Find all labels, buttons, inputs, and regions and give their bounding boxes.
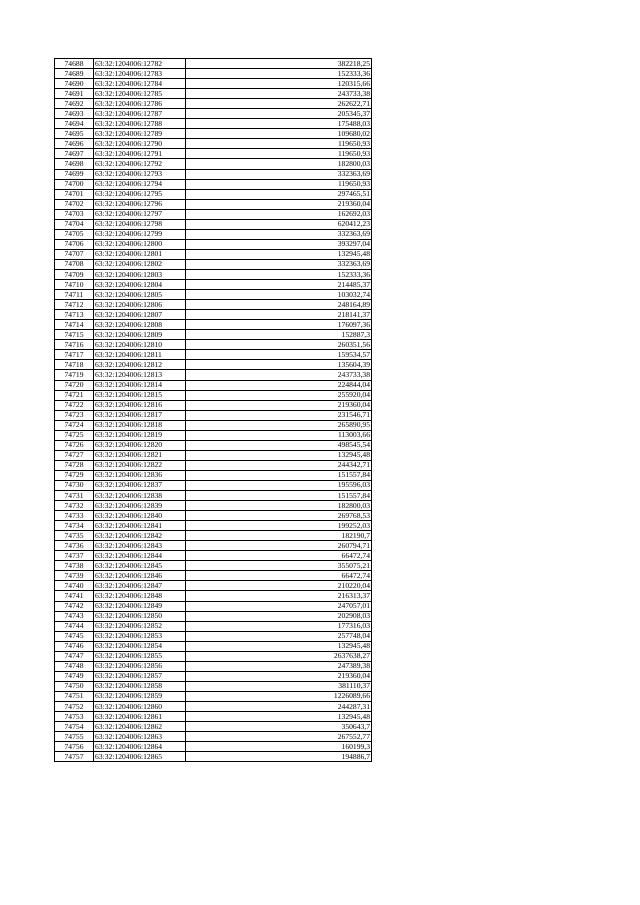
table-row (55, 400, 372, 410)
table-row (55, 360, 372, 370)
table-row (55, 370, 372, 380)
cadastre-cell: 63:32:1204006:12813 (94, 370, 186, 380)
table-row (55, 269, 372, 279)
value-cell: 103032,74 (186, 290, 372, 300)
cadastre-cell: 63:32:1204006:12806 (94, 300, 186, 310)
cadastre-cell: 63:32:1204006:12817 (94, 410, 186, 420)
cadastre-cell: 63:32:1204006:12794 (94, 179, 186, 189)
value-cell: 151557,84 (186, 491, 372, 501)
id-cell: 74745 (55, 631, 94, 641)
value-cell: 66472,74 (186, 571, 372, 581)
id-cell: 74717 (55, 350, 94, 360)
id-cell: 74735 (55, 531, 94, 541)
value-cell: 218141,37 (186, 310, 372, 320)
cadastre-cell: 63:32:1204006:12803 (94, 269, 186, 279)
id-cell: 74749 (55, 671, 94, 681)
cadastre-cell: 63:32:1204006:12807 (94, 310, 186, 320)
cadastre-cell: 63:32:1204006:12796 (94, 199, 186, 209)
cadastre-cell: 63:32:1204006:12846 (94, 571, 186, 581)
table-row (55, 460, 372, 470)
table-row (55, 722, 372, 732)
id-cell: 74748 (55, 661, 94, 671)
table-row (55, 209, 372, 219)
value-cell: 113003,66 (186, 430, 372, 440)
id-cell: 74700 (55, 179, 94, 189)
value-cell: 2637638,27 (186, 651, 372, 661)
table-row (55, 541, 372, 551)
cadastre-cell: 63:32:1204006:12812 (94, 360, 186, 370)
id-cell: 74723 (55, 410, 94, 420)
table-row (55, 129, 372, 139)
value-cell: 243733,38 (186, 370, 372, 380)
value-cell: 332363,69 (186, 259, 372, 269)
table-row (55, 390, 372, 400)
value-cell: 255920,04 (186, 390, 372, 400)
cadastre-cell: 63:32:1204006:12811 (94, 350, 186, 360)
id-cell: 74750 (55, 681, 94, 691)
table-row (55, 330, 372, 340)
value-cell: 219360,04 (186, 199, 372, 209)
id-cell: 74721 (55, 390, 94, 400)
table-row (55, 89, 372, 99)
value-cell: 205345,37 (186, 109, 372, 119)
value-cell: 160199,3 (186, 742, 372, 752)
cadastre-cell: 63:32:1204006:12853 (94, 631, 186, 641)
cadastre-cell: 63:32:1204006:12855 (94, 651, 186, 661)
table-row (55, 229, 372, 239)
cadastre-cell: 63:32:1204006:12815 (94, 390, 186, 400)
value-cell: 260351,56 (186, 340, 372, 350)
id-cell: 74690 (55, 79, 94, 89)
table-row (55, 561, 372, 571)
value-cell: 182190,7 (186, 531, 372, 541)
value-cell: 243733,38 (186, 89, 372, 99)
id-cell: 74713 (55, 310, 94, 320)
id-cell: 74738 (55, 561, 94, 571)
id-cell: 74715 (55, 330, 94, 340)
value-cell: 119650,93 (186, 139, 372, 149)
value-cell: 248164,89 (186, 300, 372, 310)
value-cell: 151557,84 (186, 470, 372, 480)
cadastre-cell: 63:32:1204006:12836 (94, 470, 186, 480)
id-cell: 74706 (55, 239, 94, 249)
value-cell: 214485,37 (186, 280, 372, 290)
value-cell: 498545,54 (186, 440, 372, 450)
table-row (55, 300, 372, 310)
id-cell: 74719 (55, 370, 94, 380)
value-cell: 194886,7 (186, 752, 372, 762)
value-cell: 66472,74 (186, 551, 372, 561)
value-cell: 382218,25 (186, 59, 372, 69)
id-cell: 74727 (55, 450, 94, 460)
cadastre-cell: 63:32:1204006:12790 (94, 139, 186, 149)
data-table (54, 58, 372, 762)
value-cell: 119650,93 (186, 149, 372, 159)
value-cell: 620412,23 (186, 219, 372, 229)
id-cell: 74711 (55, 290, 94, 300)
cadastre-cell: 63:32:1204006:12860 (94, 702, 186, 712)
id-cell: 74702 (55, 199, 94, 209)
cadastre-cell: 63:32:1204006:12800 (94, 239, 186, 249)
table-row (55, 601, 372, 611)
table-row (55, 631, 372, 641)
value-cell: 120315,66 (186, 79, 372, 89)
cadastre-cell: 63:32:1204006:12841 (94, 521, 186, 531)
table-row (55, 350, 372, 360)
id-cell: 74742 (55, 601, 94, 611)
id-cell: 74743 (55, 611, 94, 621)
table-row (55, 139, 372, 149)
id-cell: 74724 (55, 420, 94, 430)
value-cell: 132945,48 (186, 641, 372, 651)
cadastre-cell: 63:32:1204006:12789 (94, 129, 186, 139)
value-cell: 260794,71 (186, 541, 372, 551)
id-cell: 74698 (55, 159, 94, 169)
cadastre-cell: 63:32:1204006:12793 (94, 169, 186, 179)
value-cell: 244342,71 (186, 460, 372, 470)
table-row (55, 732, 372, 742)
id-cell: 74731 (55, 491, 94, 501)
table-row (55, 149, 372, 159)
id-cell: 74752 (55, 702, 94, 712)
id-cell: 74710 (55, 280, 94, 290)
cadastre-cell: 63:32:1204006:12864 (94, 742, 186, 752)
id-cell: 74697 (55, 149, 94, 159)
table-row (55, 450, 372, 460)
table-row (55, 440, 372, 450)
value-cell: 332363,69 (186, 169, 372, 179)
table-row (55, 430, 372, 440)
table-row (55, 79, 372, 89)
cadastre-cell: 63:32:1204006:12787 (94, 109, 186, 119)
cadastre-cell: 63:32:1204006:12842 (94, 531, 186, 541)
table-row (55, 249, 372, 259)
value-cell: 332363,69 (186, 229, 372, 239)
cadastre-cell: 63:32:1204006:12854 (94, 641, 186, 651)
id-cell: 74689 (55, 69, 94, 79)
id-cell: 74726 (55, 440, 94, 450)
cadastre-cell: 63:32:1204006:12791 (94, 149, 186, 159)
cadastre-cell: 63:32:1204006:12847 (94, 581, 186, 591)
value-cell: 231546,71 (186, 410, 372, 420)
value-cell: 152333,36 (186, 69, 372, 79)
cadastre-cell: 63:32:1204006:12861 (94, 712, 186, 722)
cadastre-cell: 63:32:1204006:12840 (94, 511, 186, 521)
id-cell: 74729 (55, 470, 94, 480)
value-cell: 152333,36 (186, 269, 372, 279)
cadastre-cell: 63:32:1204006:12801 (94, 249, 186, 259)
table-row (55, 511, 372, 521)
value-cell: 132945,48 (186, 712, 372, 722)
cadastre-cell: 63:32:1204006:12850 (94, 611, 186, 621)
id-cell: 74732 (55, 501, 94, 511)
cadastre-cell: 63:32:1204006:12821 (94, 450, 186, 460)
id-cell: 74703 (55, 209, 94, 219)
cadastre-cell: 63:32:1204006:12804 (94, 280, 186, 290)
cadastre-cell: 63:32:1204006:12818 (94, 420, 186, 430)
id-cell: 74728 (55, 460, 94, 470)
cadastre-cell: 63:32:1204006:12795 (94, 189, 186, 199)
table-row (55, 119, 372, 129)
id-cell: 74737 (55, 551, 94, 561)
cadastre-cell: 63:32:1204006:12856 (94, 661, 186, 671)
table-row (55, 380, 372, 390)
table-row (55, 340, 372, 350)
table-row (55, 199, 372, 209)
value-cell: 195596,03 (186, 480, 372, 490)
cadastre-cell: 63:32:1204006:12816 (94, 400, 186, 410)
id-cell: 74694 (55, 119, 94, 129)
id-cell: 74692 (55, 99, 94, 109)
id-cell: 74747 (55, 651, 94, 661)
cadastre-cell: 63:32:1204006:12862 (94, 722, 186, 732)
value-cell: 393297,04 (186, 239, 372, 249)
cadastre-cell: 63:32:1204006:12784 (94, 79, 186, 89)
cadastre-cell: 63:32:1204006:12785 (94, 89, 186, 99)
value-cell: 199252,03 (186, 521, 372, 531)
table-row (55, 310, 372, 320)
cadastre-cell: 63:32:1204006:12788 (94, 119, 186, 129)
cadastre-cell: 63:32:1204006:12848 (94, 591, 186, 601)
cadastre-cell: 63:32:1204006:12865 (94, 752, 186, 762)
table-row (55, 320, 372, 330)
cadastre-cell: 63:32:1204006:12783 (94, 69, 186, 79)
cadastre-cell: 63:32:1204006:12797 (94, 209, 186, 219)
table-row (55, 219, 372, 229)
cadastre-cell: 63:32:1204006:12863 (94, 732, 186, 742)
id-cell: 74740 (55, 581, 94, 591)
id-cell: 74751 (55, 691, 94, 701)
cadastre-cell: 63:32:1204006:12858 (94, 681, 186, 691)
id-cell: 74725 (55, 430, 94, 440)
cadastre-cell: 63:32:1204006:12808 (94, 320, 186, 330)
id-cell: 74733 (55, 511, 94, 521)
value-cell: 350643,7 (186, 722, 372, 732)
table-row (55, 651, 372, 661)
table-row (55, 581, 372, 591)
value-cell: 355075,21 (186, 561, 372, 571)
table-row (55, 521, 372, 531)
table-row (55, 259, 372, 269)
table-row (55, 531, 372, 541)
cadastre-cell: 63:32:1204006:12809 (94, 330, 186, 340)
id-cell: 74691 (55, 89, 94, 99)
table-row (55, 159, 372, 169)
id-cell: 74709 (55, 269, 94, 279)
value-cell: 269768,53 (186, 511, 372, 521)
table-row (55, 69, 372, 79)
id-cell: 74720 (55, 380, 94, 390)
value-cell: 182800,03 (186, 159, 372, 169)
table-row (55, 641, 372, 651)
cadastre-cell: 63:32:1204006:12852 (94, 621, 186, 631)
table-row (55, 169, 372, 179)
id-cell: 74699 (55, 169, 94, 179)
table-row (55, 742, 372, 752)
id-cell: 74701 (55, 189, 94, 199)
table-body (55, 59, 372, 762)
table-row (55, 109, 372, 119)
value-cell: 177316,03 (186, 621, 372, 631)
cadastre-cell: 63:32:1204006:12782 (94, 59, 186, 69)
table-row (55, 661, 372, 671)
value-cell: 132945,48 (186, 450, 372, 460)
id-cell: 74739 (55, 571, 94, 581)
table-row (55, 691, 372, 701)
table-row (55, 702, 372, 712)
table-row (55, 712, 372, 722)
id-cell: 74718 (55, 360, 94, 370)
cadastre-cell: 63:32:1204006:12802 (94, 259, 186, 269)
value-cell: 297465,51 (186, 189, 372, 199)
value-cell: 257748,04 (186, 631, 372, 641)
id-cell: 74712 (55, 300, 94, 310)
id-cell: 74693 (55, 109, 94, 119)
id-cell: 74716 (55, 340, 94, 350)
id-cell: 74707 (55, 249, 94, 259)
id-cell: 74734 (55, 521, 94, 531)
value-cell: 132945,48 (186, 249, 372, 259)
table-row (55, 501, 372, 511)
cadastre-cell: 63:32:1204006:12845 (94, 561, 186, 571)
value-cell: 109680,02 (186, 129, 372, 139)
cadastre-cell: 63:32:1204006:12837 (94, 480, 186, 490)
id-cell: 74744 (55, 621, 94, 631)
table-row (55, 239, 372, 249)
id-cell: 74746 (55, 641, 94, 651)
cadastre-cell: 63:32:1204006:12859 (94, 691, 186, 701)
value-cell: 119650,93 (186, 179, 372, 189)
table-row (55, 681, 372, 691)
value-cell: 159534,57 (186, 350, 372, 360)
table-row (55, 179, 372, 189)
cadastre-cell: 63:32:1204006:12819 (94, 430, 186, 440)
value-cell: 162692,03 (186, 209, 372, 219)
table-row (55, 290, 372, 300)
cadastre-cell: 63:32:1204006:12792 (94, 159, 186, 169)
value-cell: 244287,31 (186, 702, 372, 712)
value-cell: 202908,03 (186, 611, 372, 621)
cadastre-cell: 63:32:1204006:12857 (94, 671, 186, 681)
id-cell: 74736 (55, 541, 94, 551)
cadastre-cell: 63:32:1204006:12838 (94, 491, 186, 501)
value-cell: 176097,36 (186, 320, 372, 330)
cadastre-cell: 63:32:1204006:12805 (94, 290, 186, 300)
cadastre-cell: 63:32:1204006:12810 (94, 340, 186, 350)
table-row (55, 621, 372, 631)
cadastre-cell: 63:32:1204006:12799 (94, 229, 186, 239)
id-cell: 74708 (55, 259, 94, 269)
id-cell: 74705 (55, 229, 94, 239)
value-cell: 265890,95 (186, 420, 372, 430)
id-cell: 74753 (55, 712, 94, 722)
table-row (55, 189, 372, 199)
value-cell: 175488,03 (186, 119, 372, 129)
id-cell: 74722 (55, 400, 94, 410)
cadastre-cell: 63:32:1204006:12839 (94, 501, 186, 511)
cadastre-cell: 63:32:1204006:12849 (94, 601, 186, 611)
value-cell: 262622,71 (186, 99, 372, 109)
id-cell: 74688 (55, 59, 94, 69)
id-cell: 74755 (55, 732, 94, 742)
value-cell: 135604,39 (186, 360, 372, 370)
id-cell: 74756 (55, 742, 94, 752)
table-row (55, 420, 372, 430)
value-cell: 1226089,66 (186, 691, 372, 701)
cadastre-cell: 63:32:1204006:12844 (94, 551, 186, 561)
table-row (55, 480, 372, 490)
table-row (55, 99, 372, 109)
id-cell: 74754 (55, 722, 94, 732)
value-cell: 216313,37 (186, 591, 372, 601)
id-cell: 74704 (55, 219, 94, 229)
id-cell: 74741 (55, 591, 94, 601)
value-cell: 247057,01 (186, 601, 372, 611)
table-row (55, 470, 372, 480)
value-cell: 219360,04 (186, 400, 372, 410)
value-cell: 219360,04 (186, 671, 372, 681)
value-cell: 224844,04 (186, 380, 372, 390)
table-row (55, 591, 372, 601)
table-row (55, 551, 372, 561)
cadastre-cell: 63:32:1204006:12786 (94, 99, 186, 109)
value-cell: 210220,04 (186, 581, 372, 591)
table-row (55, 59, 372, 69)
table-row (55, 280, 372, 290)
id-cell: 74730 (55, 480, 94, 490)
value-cell: 267552,77 (186, 732, 372, 742)
table-row (55, 410, 372, 420)
value-cell: 381110,37 (186, 681, 372, 691)
value-cell: 247389,38 (186, 661, 372, 671)
table-row (55, 671, 372, 681)
table-row (55, 611, 372, 621)
cadastre-cell: 63:32:1204006:12843 (94, 541, 186, 551)
value-cell: 152887,3 (186, 330, 372, 340)
id-cell: 74757 (55, 752, 94, 762)
id-cell: 74714 (55, 320, 94, 330)
cadastre-cell: 63:32:1204006:12820 (94, 440, 186, 450)
cadastre-cell: 63:32:1204006:12814 (94, 380, 186, 390)
table-row (55, 491, 372, 501)
table-row (55, 571, 372, 581)
id-cell: 74695 (55, 129, 94, 139)
table-row (55, 752, 372, 762)
value-cell: 182800,03 (186, 501, 372, 511)
cadastre-cell: 63:32:1204006:12798 (94, 219, 186, 229)
cadastre-cell: 63:32:1204006:12822 (94, 460, 186, 470)
id-cell: 74696 (55, 139, 94, 149)
